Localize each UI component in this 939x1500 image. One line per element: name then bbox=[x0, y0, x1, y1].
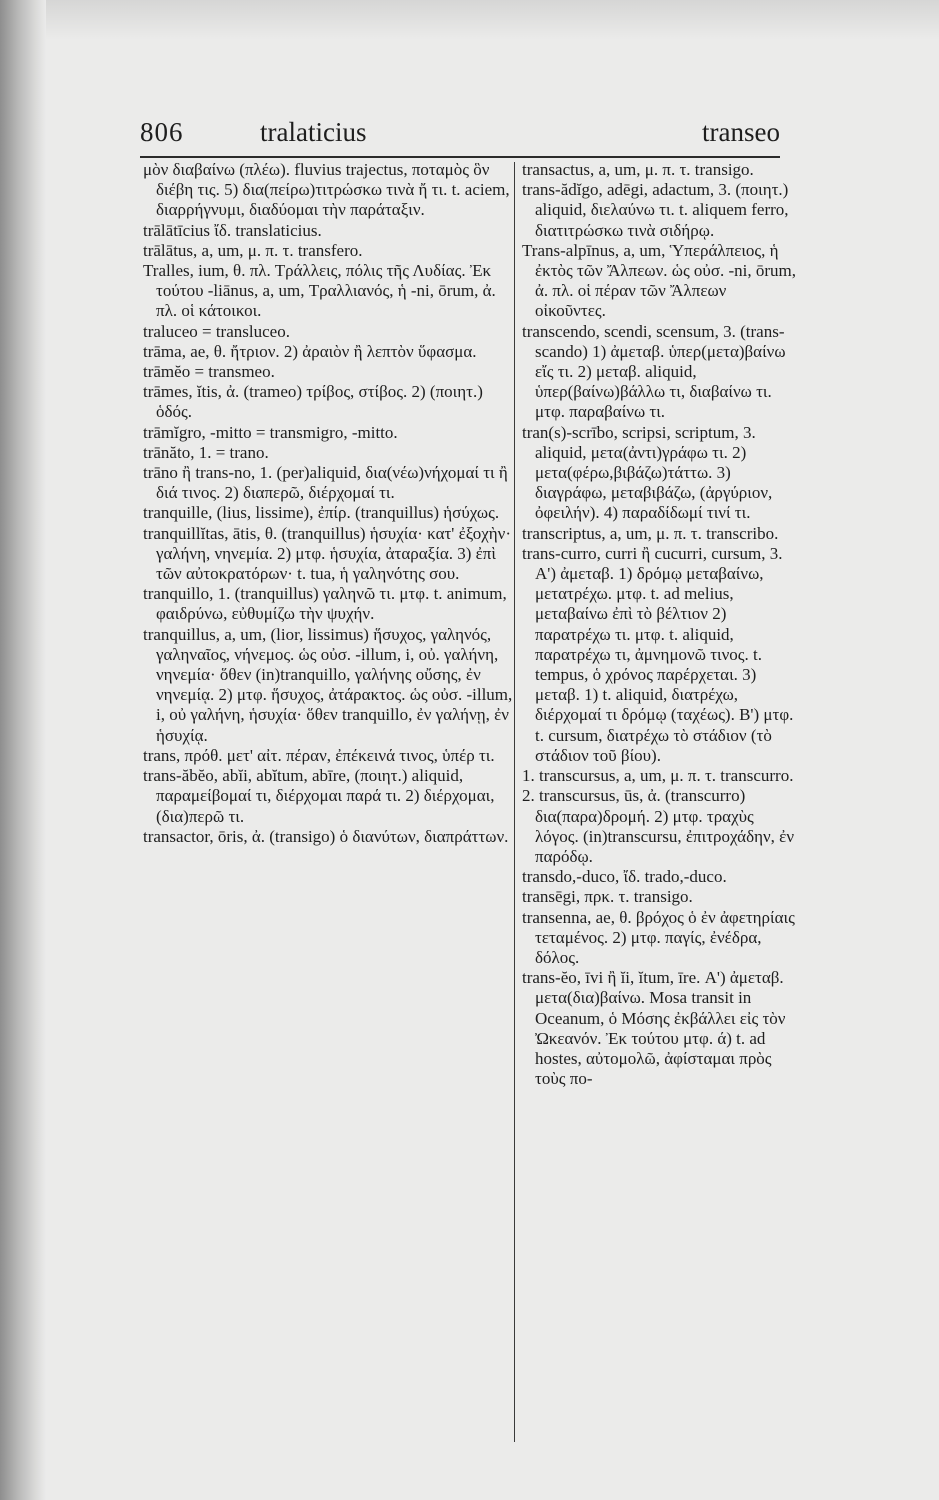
dictionary-entry: trālātīcius ἴδ. translaticius. bbox=[143, 220, 322, 240]
dictionary-entry: Trans-alpīnus, a, um, Ὑπεράλπειος, ἡ ἐκτὸς τῶν Ἄλπεων. ὡς οὐσ. -ni, ōrum, ἀ. πλ. οἱ πέραν τῶν Ἄλπεων οἰκοῦντες. bbox=[522, 240, 797, 321]
left-column bbox=[143, 160, 513, 847]
dictionary-entry: tranquillo, 1. (tranquillus) γαληνῶ τι. μτφ. t. animum, φαιδρύνω, εὐθυμίζω τὴν ψυχήν. bbox=[143, 584, 507, 624]
dictionary-entry: Tralles, ium, θ. πλ. Τράλλεις, πόλις τῆς Λυδίας. Ἐκ τούτου -liānus, a, um, Τραλλιανός, ἡ -ni, ōrum, ἀ. πλ. οἱ κάτοικοι. bbox=[143, 261, 496, 321]
dictionary-entry: transcendo, scendi, scensum, 3. (trans-scando) 1) ἀμεταβ. ὑπερ(μετα)βαίνω εἴς τι. 2) μεταβ. aliquid, ὑπερ(βαίνω)βάλλω τι, διαβαίνω τι. μτφ. παραβαίνω τι. bbox=[522, 321, 786, 422]
dictionary-entry: trans-ădĭgo, adēgi, adactum, 3. (ποιητ.) aliquid, διελαύνω τι. t. aliquem ferro, διατιτρώσκω τινὰ σιδήρῳ. bbox=[522, 180, 789, 240]
column-divider bbox=[514, 162, 515, 1442]
dictionary-entry: trans-ăbĕo, abĭi, abĭtum, abīre, (ποιητ.) aliquid, παραμείβομαί τι, διέρχομαι παρά τι. 2) διέρχομαι, (δια)περῶ τι. bbox=[143, 766, 495, 826]
dictionary-entry: tranquille, (lius, lissime), ἐπίρ. (tranquillus) ἡσύχως. bbox=[143, 503, 500, 523]
dictionary-entry: transēgi, πρκ. τ. transigo. bbox=[522, 887, 693, 907]
guide-word-right: transeo bbox=[702, 117, 780, 147]
page-number: 806 bbox=[140, 117, 184, 147]
dictionary-entry: trāmes, ĭtis, ἀ. (trameo) τρίβος, στίβος. 2) (ποιητ.) ὁδός. bbox=[143, 382, 483, 422]
dictionary-entry: trāmĕo = transmeo. bbox=[143, 362, 275, 382]
dictionary-entry: tran(s)-scrībo, scripsi, scriptum, 3. aliquid, μετα(ἀντι)γράφω τι. 2) μετα(φέρω,βιβάζω)τάττω. 3) διαγράφω, μεταβιβάζω, (ἀργύριον, ὀφειλήν). 4) παραδίδωμί τινί τι. bbox=[522, 422, 773, 523]
dictionary-entry: transdo,-duco, ἴδ. trado,-duco. bbox=[522, 867, 727, 887]
dictionary-entry: 1. transcursus, a, um, μ. π. τ. transcurro. bbox=[522, 766, 794, 786]
page-top-shadow bbox=[0, 0, 939, 40]
header-rule bbox=[140, 156, 780, 158]
dictionary-entry: μὸν διαβαίνω (πλέω). fluvius trajectus, ποταμὸς ὃν διέβη τις. 5) δια(πείρω)τιτρώσκω τινὰ ἤ τι. t. aciem, διαρρήγνυμι, διαδύομαι τὴν παράταξιν. bbox=[143, 160, 510, 220]
dictionary-entry: traluceo = transluceo. bbox=[143, 321, 290, 341]
dictionary-entry: 2. transcursus, ūs, ἀ. (transcurro) δια(παρα)δρομή. 2) μτφ. τραχὺς λόγος. (in)transcursu, ἐπιτροχάδην, ἐν παρόδῳ. bbox=[522, 786, 795, 866]
guide-word-left: tralaticius bbox=[260, 117, 367, 147]
page-header bbox=[140, 112, 780, 152]
dictionary-entry: transenna, ae, θ. βρόχος ὁ ἐν ἀφετηρίαις τεταμένος. 2) μτφ. παγίς, ἐνέδρα, δόλος. bbox=[522, 907, 795, 967]
dictionary-entry: trans-curro, curri ἢ cucurri, cursum, 3. Α') ἀμεταβ. 1) δρόμῳ μεταβαίνω, μετατρέχω. μτφ. t. ad melius, μεταβαίνω ἐπὶ τὸ βέλτιον 2) παρατρέχω τι. μτφ. t. aliquid, παρατρέχω τι, ἀμνημονῶ τινος. t. tempus, ὁ χρόνος παρέρχεται. 3) μεταβ. 1) t. aliquid, διατρέχω, διέρχομαί τι δρόμῳ (ταχέως). Β') μτφ. t. cursum, διατρέχω τὸ στάδιον (τὸ στάδιον τοῦ βίου). bbox=[522, 543, 794, 765]
page-binding-shadow bbox=[0, 0, 46, 1500]
dictionary-entry: trans-ĕo, īvi ἢ ĭi, ĭtum, īre. Α') ἀμεταβ. μετα(δια)βαίνω. Mosa transit in Oceanum, ὁ Μόσης ἐκβάλλει εἰς τὸν Ὠκεανόν. Ἐκ τούτου μτφ. ά) t. ad hostes, αὐτομολῶ, ἀφίσταμαι πρὸς τοὺς πο- bbox=[522, 968, 786, 1089]
right-column bbox=[522, 160, 797, 1089]
dictionary-entry: trālātus, a, um, μ. π. τ. transfero. bbox=[143, 240, 363, 260]
dictionary-entry: transactus, a, um, μ. π. τ. transigo. bbox=[522, 160, 754, 179]
dictionary-entry: trans, πρόθ. μετ' αἰτ. πέραν, ἐπέκεινά τινος, ὑπέρ τι. bbox=[143, 745, 495, 765]
dictionary-entry: trānăto, 1. = trano. bbox=[143, 442, 269, 462]
dictionary-entry: trāmĭgro, -mitto = transmigro, -mitto. bbox=[143, 422, 398, 442]
dictionary-entry: tranquillĭtas, ātis, θ. (tranquillus) ἡσυχία· κατ' ἐξοχὴν· γαλήνη, νηνεμία. 2) μτφ. ἡσυχία, ἀταραξία. 3) ἐπὶ τῶν αὐτοκρατόρων· t. tua, ἡ γαληνότης σου. bbox=[143, 523, 511, 584]
dictionary-entry: trāma, ae, θ. ἤτριον. 2) ἀραιὸν ἢ λεπτὸν ὕφασμα. bbox=[143, 341, 477, 361]
dictionary-entry: transcriptus, a, um, μ. π. τ. transcribo. bbox=[522, 523, 779, 543]
dictionary-entry: tranquillus, a, um, (lior, lissimus) ἥσυχος, γαληνός, γαληναῖος, νήνεμος. ὡς οὐσ. -illum, i, οὐ. γαλήνη, νηνεμία· ὅθεν (in)tranquillo, γαλήνης οὔσης, ἐν νηνεμίᾳ. 2) μτφ. ἥσυχος, ἀτάρακτος. ὡς οὐσ. -illum, i, οὐ γαλήνη, ἡσυχία· ὅθεν tranquillo, ἐν γαλήνῃ, ἐν ἡσυχίᾳ. bbox=[143, 624, 513, 745]
dictionary-entry: trāno ἢ trans-no, 1. (per)aliquid, δια(νέω)νήχομαί τι ἢ διά τινος. 2) διαπερῶ, διέρχομαί τι. bbox=[143, 463, 508, 503]
dictionary-entry: transactor, ōris, ἀ. (transigo) ὁ διανύτων, διαπράττων. bbox=[143, 826, 509, 846]
